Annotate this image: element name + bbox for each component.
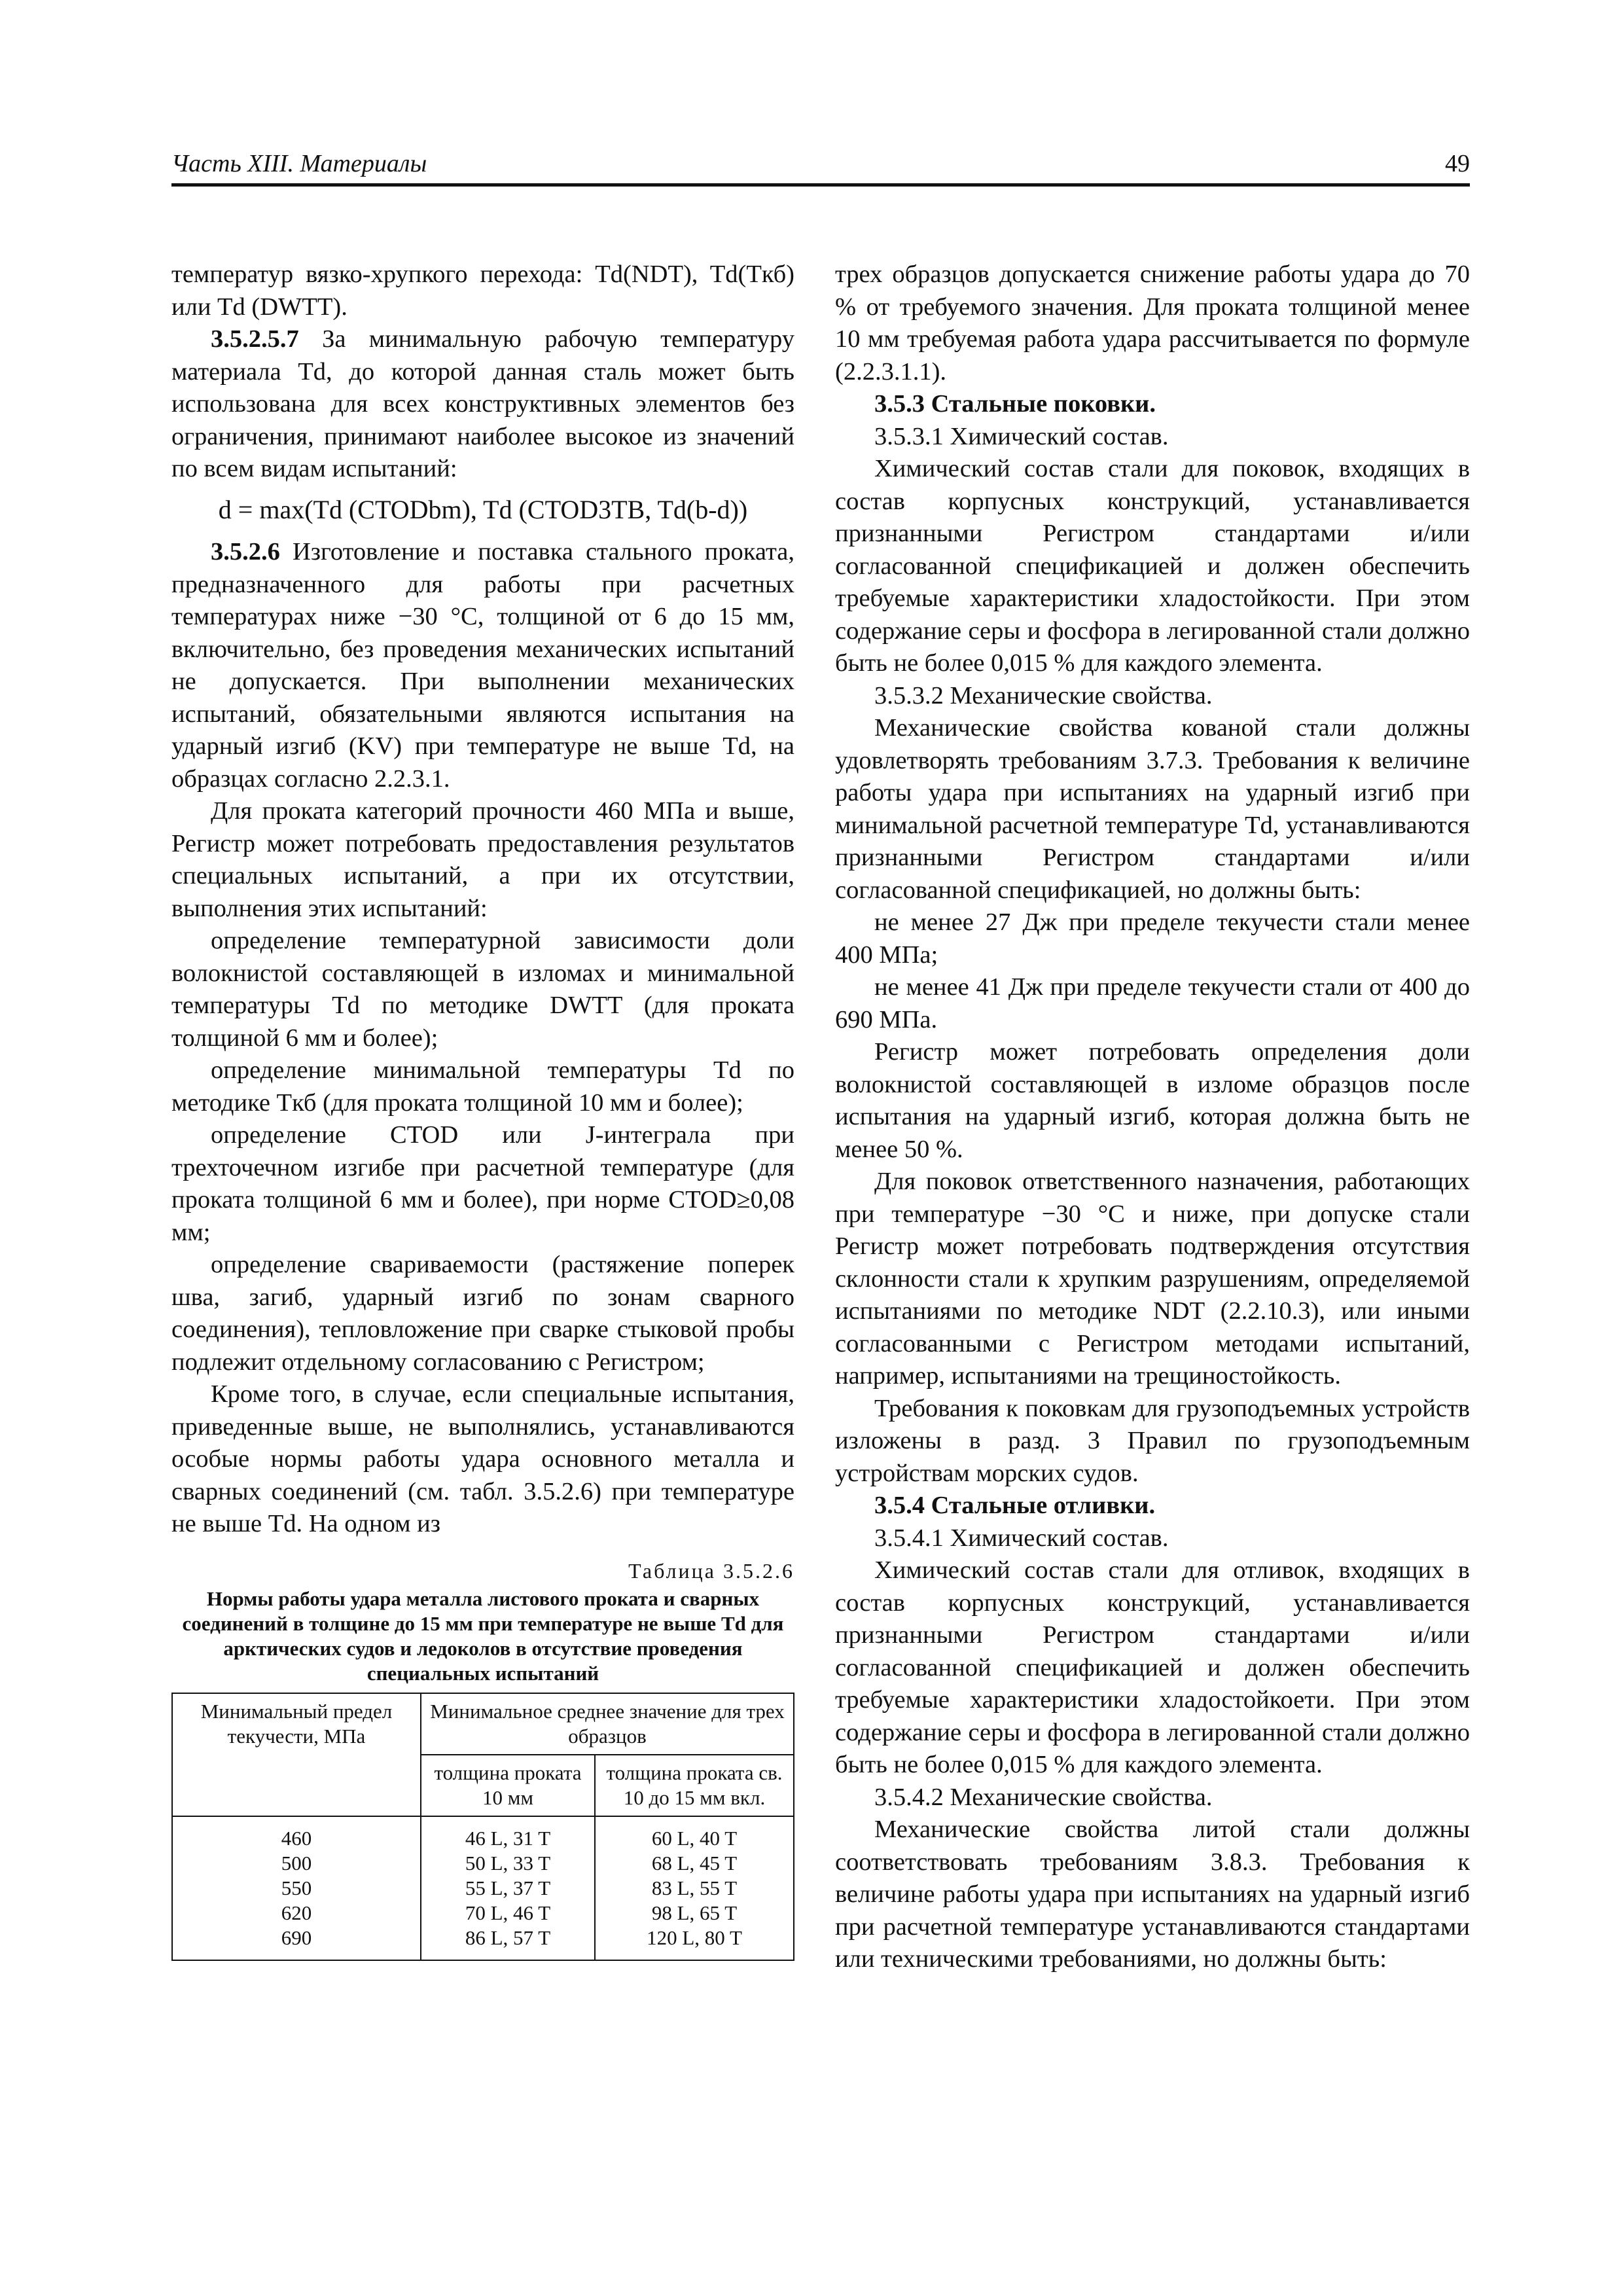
running-header xyxy=(171,137,1470,187)
clause-number: 3.5.2.6 xyxy=(211,538,280,565)
subsection-heading: 3.5.4.2 Механические свойства. xyxy=(874,1783,1213,1811)
paragraph: определение минимальной температуры Td по методике Tкб (для проката толщиной 10 мм и более); xyxy=(171,1056,794,1117)
subsection-heading: 3.5.3.2 Механические свойства. xyxy=(874,681,1213,709)
table-header-yield: Минимальный предел текучести, МПа xyxy=(172,1693,421,1816)
table-subheader-10mm: толщина проката 10 мм xyxy=(421,1755,595,1816)
paragraph: Химический состав стали для отливок, входящих в состав корпусных конструкций, устанавливается признанными Регистром стандартами и/или согласованной спецификацией и должен обеспечить требуемые характеристики хладостойкоети. При этом содержание серы и фосфора в легированной стали должно быть не более 0,015 % для каждого элемента. xyxy=(835,1556,1470,1778)
section-heading: 3.5.3 Стальные поковки. xyxy=(874,390,1156,418)
paragraph: не менее 27 Дж при пределе текучести стали менее 400 МПа; xyxy=(835,908,1470,969)
paragraph: Механические свойства литой стали должны соответствовать требованиям 3.8.3. Требования к величине работы удара при испытаниях на ударный изгиб при расчетной температуре устанавливаются стандартами или техническими требованиями, но должны быть: xyxy=(835,1816,1470,1973)
paragraph: Для проката категорий прочности 460 МПа и выше, Регистр может потребовать предоставления результатов специальных испытаний, а при их отсутствии, выполнения этих испытаний: xyxy=(171,797,794,922)
paragraph: определение CTOD или J-интеграла при трехточечном изгибе при расчетной температуре (для проката толщиной 6 мм и более), при норме CTOD≥0,08 мм; xyxy=(171,1121,794,1246)
table-caption: Таблица 3.5.2.6 xyxy=(628,1558,794,1583)
right-column xyxy=(835,259,1470,1976)
impact-norms-table xyxy=(171,1693,794,1961)
table-cell-10mm: 46 L, 31 T 50 L, 33 T 55 L, 37 T 70 L, 46 T 86 L, 57 T xyxy=(421,1816,595,1960)
table-header-min-avg: Минимальное среднее значение для трех образцов xyxy=(421,1693,794,1755)
paragraph: Для поковок ответственного назначения, работающих при температуре −30 °С и ниже, при допуске стали Регистр может потребовать подтверждения отсутствия склонности стали к хрупким разрушениям, определяемой испытаниями по методике NDT (2.2.10.3), или иными согласованными с Регистром методами испытаний, например, испытаниями на трещиностойкость. xyxy=(835,1168,1470,1390)
left-column xyxy=(171,259,794,1961)
clause-number: 3.5.2.5.7 xyxy=(211,325,299,353)
page-number: 49 xyxy=(1445,150,1470,177)
paragraph: Механические свойства кованой стали должны удовлетворять требованиям 3.7.3. Требования к величине работы удара при испытаниях на ударный изгиб при минимальной расчетной температуре Td, устанавливаются признанными Регистром стандартами и/или согласованной спецификацией, но должны быть: xyxy=(835,714,1470,904)
paragraph: определение температурной зависимости доли волокнистой составляющей в изломах и минимальной температуры Td по методике DWTT (для проката толщиной 6 мм и более); xyxy=(171,927,794,1052)
formula: d = max(Td (CTODbm), Td (CTOD3TB, Td(b-d)) xyxy=(218,494,748,524)
paragraph: трех образцов допускается снижение работы удара до 70 % от требуемого значения. Для проката толщиной менее 10 мм требуемая работа удара рассчитывается по формуле (2.2.3.1.1). xyxy=(835,260,1470,386)
paragraph: Требования к поковкам для грузоподъемных устройств изложены в разд. 3 Правил по грузоподъемным устройствам морских судов. xyxy=(835,1394,1470,1487)
table-cell-10-15mm: 60 L, 40 T 68 L, 45 T 83 L, 55 T 98 L, 65 T 120 L, 80 T xyxy=(595,1816,794,1960)
paragraph: не менее 41 Дж при пределе текучести стали от 400 до 690 МПа. xyxy=(835,973,1470,1033)
paragraph: 3.5.2.6 Изготовление и поставка стального проката, предназначенного для работы при расчетных температурах ниже −30 °С, толщиной от 6 до 15 мм, включительно, без проведения механических испытаний не допускается. При выполнении механических испытаний, обязательными являются испытания на ударный изгиб (KV) при температуре не выше Td, на образцах согласно 2.2.3.1. xyxy=(171,538,794,793)
table-title: Нормы работы удара металла листового проката и сварных соединений в толщине до 15 мм при температуре не выше Td для арктических судов и ледоколов в отсутствие проведения специальных испытаний xyxy=(182,1587,784,1685)
subsection-heading: 3.5.4.1 Химический состав. xyxy=(874,1524,1169,1552)
table-cell-yield: 460 500 550 620 690 xyxy=(172,1816,421,1960)
paragraph: 3.5.2.5.7 За минимальную рабочую температуру материала Td, до которой данная сталь может быть использована для всех конструктивных элементов без ограничения, принимают наиболее высокое из значений по всем видам испытаний: xyxy=(171,325,794,482)
paragraph: Регистр может потребовать определения доли волокнистой составляющей в изломе образцов после испытания на ударный изгиб, которая должна быть не менее 50 %. xyxy=(835,1038,1470,1163)
header-title: Часть XIII. Материалы xyxy=(171,150,427,177)
table-subheader-10-15mm: толщина проката св. 10 до 15 мм вкл. xyxy=(595,1755,794,1816)
paragraph: Кроме того, в случае, если специальные испытания, приведенные выше, не выполнялись, устанавливаются особые нормы работы удара основного металла и сварных соединений (см. табл. 3.5.2.6) при температуре не выше Td. На одном из xyxy=(171,1380,794,1537)
subsection-heading: 3.5.3.1 Химический состав. xyxy=(874,422,1169,450)
section-heading: 3.5.4 Стальные отливки. xyxy=(874,1492,1156,1519)
paragraph: температур вязко-хрупкого перехода: Td(NDT), Td(Tкб) или Td (DWTT). xyxy=(171,260,794,321)
paragraph: Химический состав стали для поковок, входящих в состав корпусных конструкций, устанавливается признанными Регистром стандартами и/или согласованной спецификацией и должен обеспечить требуемые характеристики хладостойкости. При этом содержание серы и фосфора в легированной стали должно быть не более 0,015 % для каждого элемента. xyxy=(835,455,1470,677)
paragraph: определение свариваемости (растяжение поперек шва, загиб, ударный изгиб по зонам сварного соединения), тепловложение при сварке стыковой пробы подлежит отдельному согласованию с Регистром; xyxy=(171,1251,794,1376)
